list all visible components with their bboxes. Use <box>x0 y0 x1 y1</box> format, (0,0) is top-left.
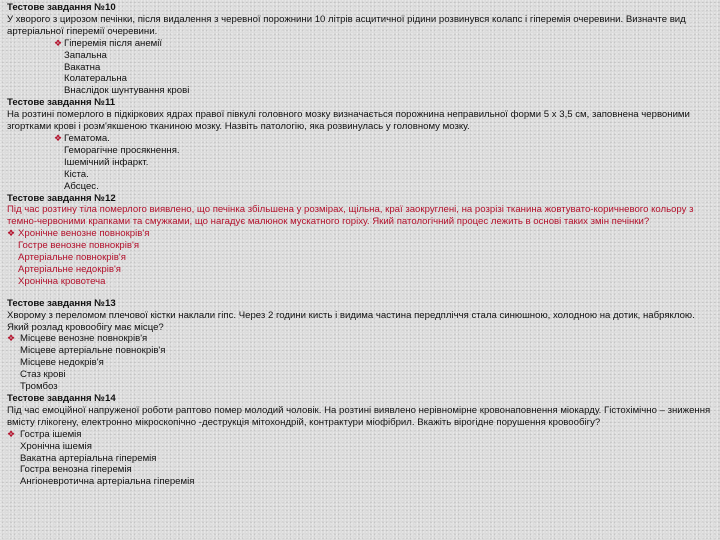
answer-option: Кіста. <box>64 168 89 180</box>
answer-option: Хронічна ішемія <box>20 440 92 452</box>
answer-option: Запальна <box>64 49 107 61</box>
task-question: Хворому з переломом плечової кістки наклали гіпс. Через 2 години кисть і видима частина передпліччя стала синюшною, холодною на дотик, набряклою. Який розлад кровообігу має місце? <box>7 309 695 333</box>
task-title: Тестове завдання №14 <box>7 393 116 404</box>
answer-options <box>7 133 714 193</box>
answer-option: Стаз крові <box>20 369 66 381</box>
diamond-bullet-icon: ❖ <box>7 428 16 439</box>
answer-option: Місцеве недокрів'я <box>20 357 104 369</box>
diamond-bullet-icon: ❖ <box>7 333 16 344</box>
answer-option: Гостра венозна гіперемія <box>20 464 132 476</box>
answer-option: Ангіоневротична артеріальна гіперемія <box>20 476 195 488</box>
answer-option: Вакатна <box>64 61 101 73</box>
answer-option: Внаслідок шунтування крові <box>64 85 190 97</box>
answer-option: Абсцес. <box>64 180 99 192</box>
test-task-10 <box>7 2 714 97</box>
task-title: Тестове завдання №11 <box>7 97 116 109</box>
answer-options <box>7 38 714 98</box>
answer-option: Колатеральна <box>64 73 127 85</box>
answer-options <box>7 333 714 393</box>
answer-options <box>7 228 714 288</box>
diamond-bullet-icon: ❖ <box>7 228 16 239</box>
answer-option: ❖ Хронічне венозне повнокрів'я <box>7 228 150 240</box>
answer-option: Артеріальне недокрів'я <box>18 263 121 275</box>
task-question: Під час емоційної напруженої роботи раптово помер молодий чоловік. На розтині виявлено нерівномірне кровонаповнення міокарду. Гістохімічно – зниження вмісту глікогену, електронно мікроскопічно -деструкція мітохондрій, контрактури міофібрил. Вкажіть вірогідне порушення кровообігу? <box>7 404 711 428</box>
answer-option: Ішемічний інфаркт. <box>64 156 149 168</box>
task-question: Під час розтину тіла померлого виявлено, що печінка збільшена у розмірах, щільна, краї заокруглені, на розрізі тканина жовтувато-коричневого кольору з темно-червоними крапками та смужками, що нагадує малюнок мускатного горіху. Який патологічний процес лежить в основі таких змін печінки? <box>7 204 694 228</box>
answer-option: Тромбоз <box>20 381 58 393</box>
answer-option: ❖ Гостра ішемія <box>7 428 82 440</box>
answer-option: Гостре венозне повнокрів'я <box>18 240 140 252</box>
test-task-11 <box>7 97 714 192</box>
task-title: Тестове завдання №12 <box>7 192 116 204</box>
answer-options <box>7 429 714 489</box>
answer-option: Місцеве артеріальне повнокрів'я <box>20 345 166 357</box>
spacer <box>7 288 714 298</box>
task-question: На розтині померлого в підкіркових ядрах правої півкулі головного мозку визначається порожнина неправильної форми 5 х 3,5 см, заповнена червоними згортками крові і розм'якшеною тканиною мозку. Назвіть патологію, яка розвинулась у головному мозку. <box>7 109 690 133</box>
test-task-13 <box>7 298 714 393</box>
diamond-bullet-icon: ❖ <box>54 132 63 143</box>
task-title: Тестове завдання №13 <box>7 297 116 309</box>
task-title: Тестове завдання №10 <box>7 2 116 13</box>
answer-option: ❖ Гіперемія після анемії <box>54 37 163 49</box>
test-task-14 <box>7 393 714 488</box>
test-task-12 <box>7 193 714 288</box>
answer-option: Геморагічне просякнення. <box>64 144 180 156</box>
diamond-bullet-icon: ❖ <box>54 37 63 48</box>
answer-option: Артеріальне повнокрів'я <box>18 252 126 264</box>
task-question: У хворого з цирозом печінки, після видалення з черевної порожнини 10 літрів асцитичної рідини розвинувся колапс і гіперемія очеревини. Визначте вид артеріальної гіперемії очеревини. <box>7 13 686 37</box>
answer-option: Хронічна кровотеча <box>18 275 106 287</box>
answer-option: ❖ Гематома. <box>54 132 110 144</box>
answer-option: ❖ Місцеве венозне повнокрів'я <box>7 333 148 345</box>
answer-option: Вакатна артеріальна гіперемія <box>20 452 157 464</box>
